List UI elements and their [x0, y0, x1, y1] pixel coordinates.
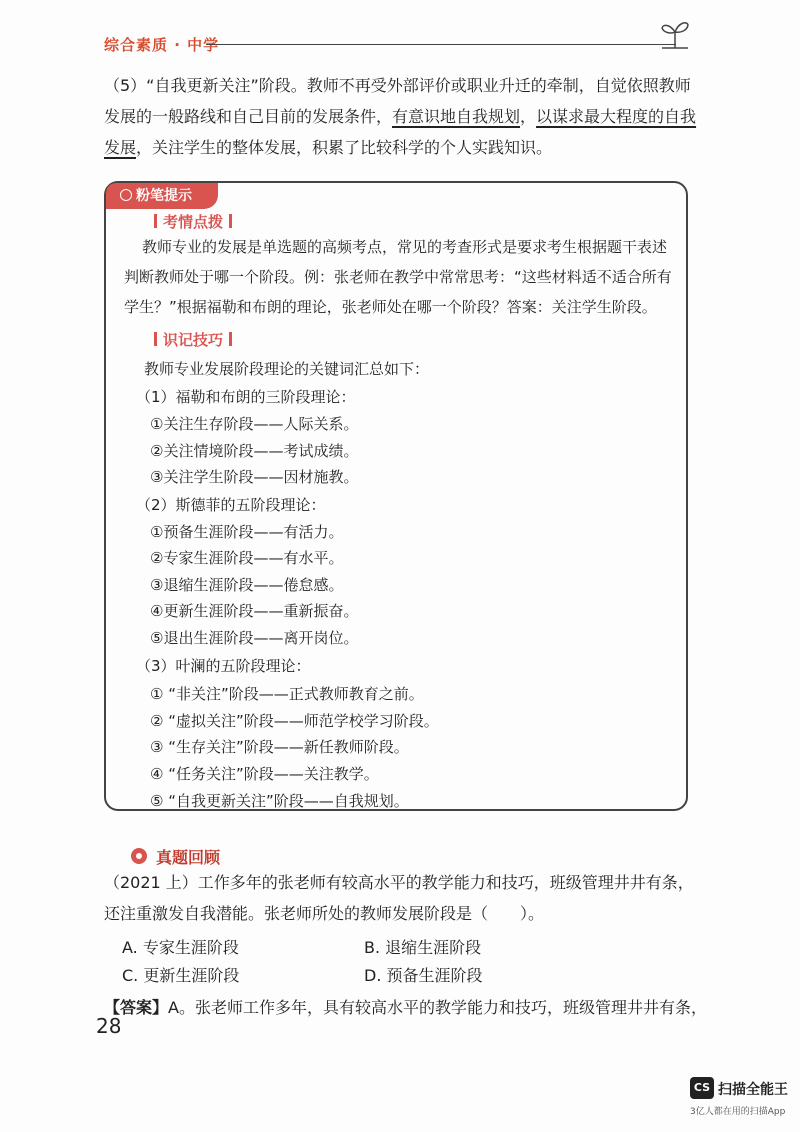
- list-item: ①关注生存阶段——人际关系。: [150, 415, 359, 433]
- section-heading-exam-tips: 考情点拨: [148, 211, 238, 232]
- question-text: （2021 上）工作多年的张老师有较高水平的教学能力和技巧，班级管理井井有条，还注重激发自我潜能。张老师所处的教师发展阶段是（ ）。: [104, 873, 694, 923]
- list-item: ② “虚拟关注”阶段——师范学校学习阶段。: [150, 712, 439, 730]
- option-a: A. 专家生涯阶段: [122, 938, 239, 957]
- option-c: C. 更新生涯阶段: [122, 966, 240, 985]
- list-item: ⑤退出生涯阶段——离开岗位。: [150, 629, 359, 647]
- list-item: ②关注情境阶段——考试成绩。: [150, 442, 359, 460]
- list-item: ③ “生存关注”阶段——新任教师阶段。: [150, 738, 409, 756]
- tip-tab: 粉笔提示: [106, 183, 218, 209]
- list-item: ④ “任务关注”阶段——关注教学。: [150, 765, 379, 783]
- camscanner-tagline: 3亿人都在用的扫描App: [690, 1107, 786, 1117]
- camscanner-logo: CS: [690, 1077, 714, 1099]
- list-item: ⑤ “自我更新关注”阶段——自我规划。: [150, 792, 409, 810]
- exam-tips-text: 教师专业的发展是单选题的高频考点，常见的考查形式是要求考生根据题干表述判断教师处于哪一个阶段。例：张老师在教学中常常思考：“这些材料适不适合所有学生？”根据福勒和布朗的理论，张老师处在哪一个阶段？答案：关注学生阶段。: [124, 238, 672, 316]
- list-group-heading: （2）斯德菲的五阶段理论：: [136, 496, 326, 514]
- header-rule: [206, 44, 676, 45]
- section-heading-memory-tips: 识记技巧: [148, 329, 238, 350]
- recall-heading: 真题回顾: [156, 848, 221, 867]
- option-b: B. 退缩生涯阶段: [364, 938, 482, 957]
- flower-icon: [131, 848, 147, 864]
- list-group-heading: （3）叶澜的五阶段理论：: [136, 657, 311, 675]
- list-item: ②专家生涯阶段——有水平。: [150, 549, 344, 567]
- list-group-heading: （1）福勒和布朗的三阶段理论：: [136, 388, 356, 406]
- pencil-icon: [120, 189, 132, 201]
- list-item: ④更新生涯阶段——重新振奋。: [150, 602, 359, 620]
- stage5-paragraph: （5）“自我更新关注”阶段。教师不再受外部评价或职业升迁的牵制，自觉依照教师发展的一般路线和自己目前的发展条件，有意识地自我规划，以谋求最大程度的自我发展，关注学生的整体发展，积累了比较科学的个人实践知识。: [104, 76, 697, 157]
- list-item: ③关注学生阶段——因材施教。: [150, 468, 359, 486]
- camscanner-name: 扫描全能王: [718, 1082, 788, 1098]
- list-item: ①预备生涯阶段——有活力。: [150, 523, 344, 541]
- underlined-phrase: 以谋求最大程度的自我发展: [104, 107, 697, 157]
- list-item: ① “非关注”阶段——正式教师教育之前。: [150, 685, 424, 703]
- list-item: ③退缩生涯阶段——倦怠感。: [150, 576, 344, 594]
- running-header-title: 综合素质 · 中学: [104, 36, 220, 54]
- page-number: 28: [96, 1014, 122, 1038]
- list-intro: 教师专业发展阶段理论的关键词汇总如下：: [144, 360, 430, 378]
- sprout-icon: [660, 14, 690, 50]
- option-d: D. 预备生涯阶段: [364, 966, 483, 985]
- answer-line: 【答案】A。张老师工作多年，具有较高水平的教学能力和技巧，班级管理井井有条，: [104, 998, 707, 1017]
- underlined-phrase: 有意识地自我规划: [392, 107, 521, 126]
